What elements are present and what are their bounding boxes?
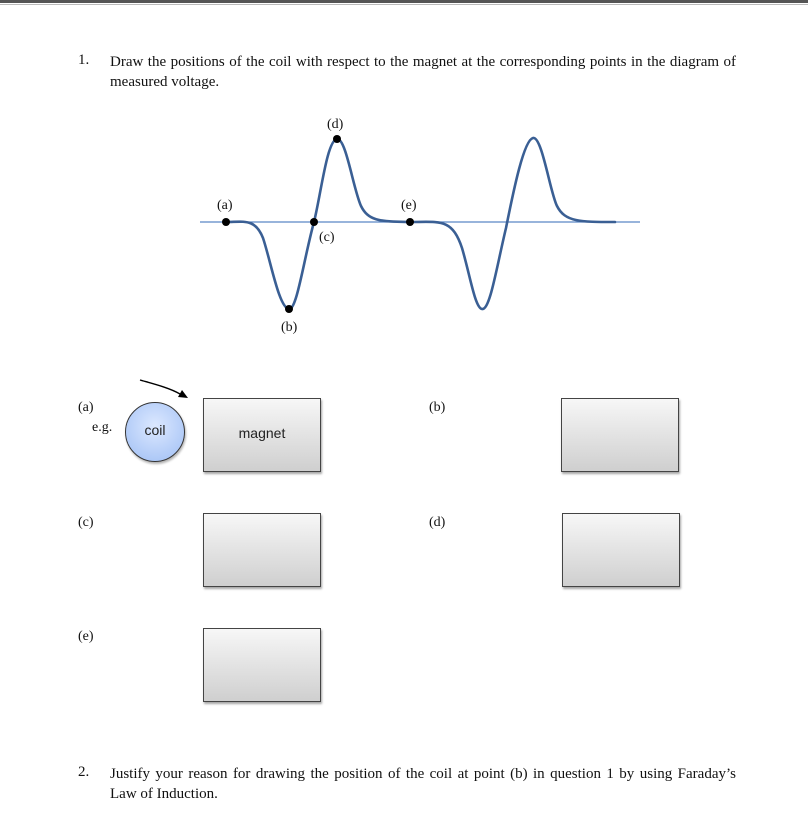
graph-label-a: (a) (217, 198, 233, 213)
panel-label-b: (b) (429, 400, 446, 415)
voltage-curve (226, 138, 615, 309)
question-2-number: 2. (78, 764, 90, 780)
panel-label-a: (a) (78, 400, 94, 415)
graph-point-b (285, 305, 293, 313)
graph-label-d: (d) (327, 117, 344, 132)
question-1-number: 1. (78, 52, 90, 68)
voltage-graph (0, 0, 808, 360)
magnet-box-b (561, 398, 679, 472)
graph-label-b: (b) (281, 320, 298, 335)
magnet-label: magnet (238, 425, 286, 441)
example-label: e.g. (92, 420, 113, 435)
panel-label-e: (e) (78, 629, 94, 644)
question-2-text: Justify your reason for drawing the position of the coil at point (b) in question 1 by using Faraday’s Law of Induction. (110, 766, 736, 802)
magnet-box-d (562, 513, 680, 587)
coil-example (125, 402, 185, 462)
panel-label-d: (d) (429, 515, 446, 530)
panel-label-c: (c) (78, 515, 94, 530)
graph-point-c (310, 218, 318, 226)
magnet-box-a (203, 398, 321, 472)
graph-point-d (333, 135, 341, 143)
motion-arrow-icon (136, 374, 192, 402)
graph-point-a (222, 218, 230, 226)
question-1-text: Draw the positions of the coil with respect to the magnet at the corresponding points in the diagram of measured voltage. (110, 54, 736, 90)
magnet-box-c (203, 513, 321, 587)
graph-point-e (406, 218, 414, 226)
coil-label: coil (144, 422, 166, 438)
graph-label-c: (c) (319, 230, 335, 245)
graph-label-e: (e) (401, 198, 417, 213)
magnet-box-e (203, 628, 321, 702)
